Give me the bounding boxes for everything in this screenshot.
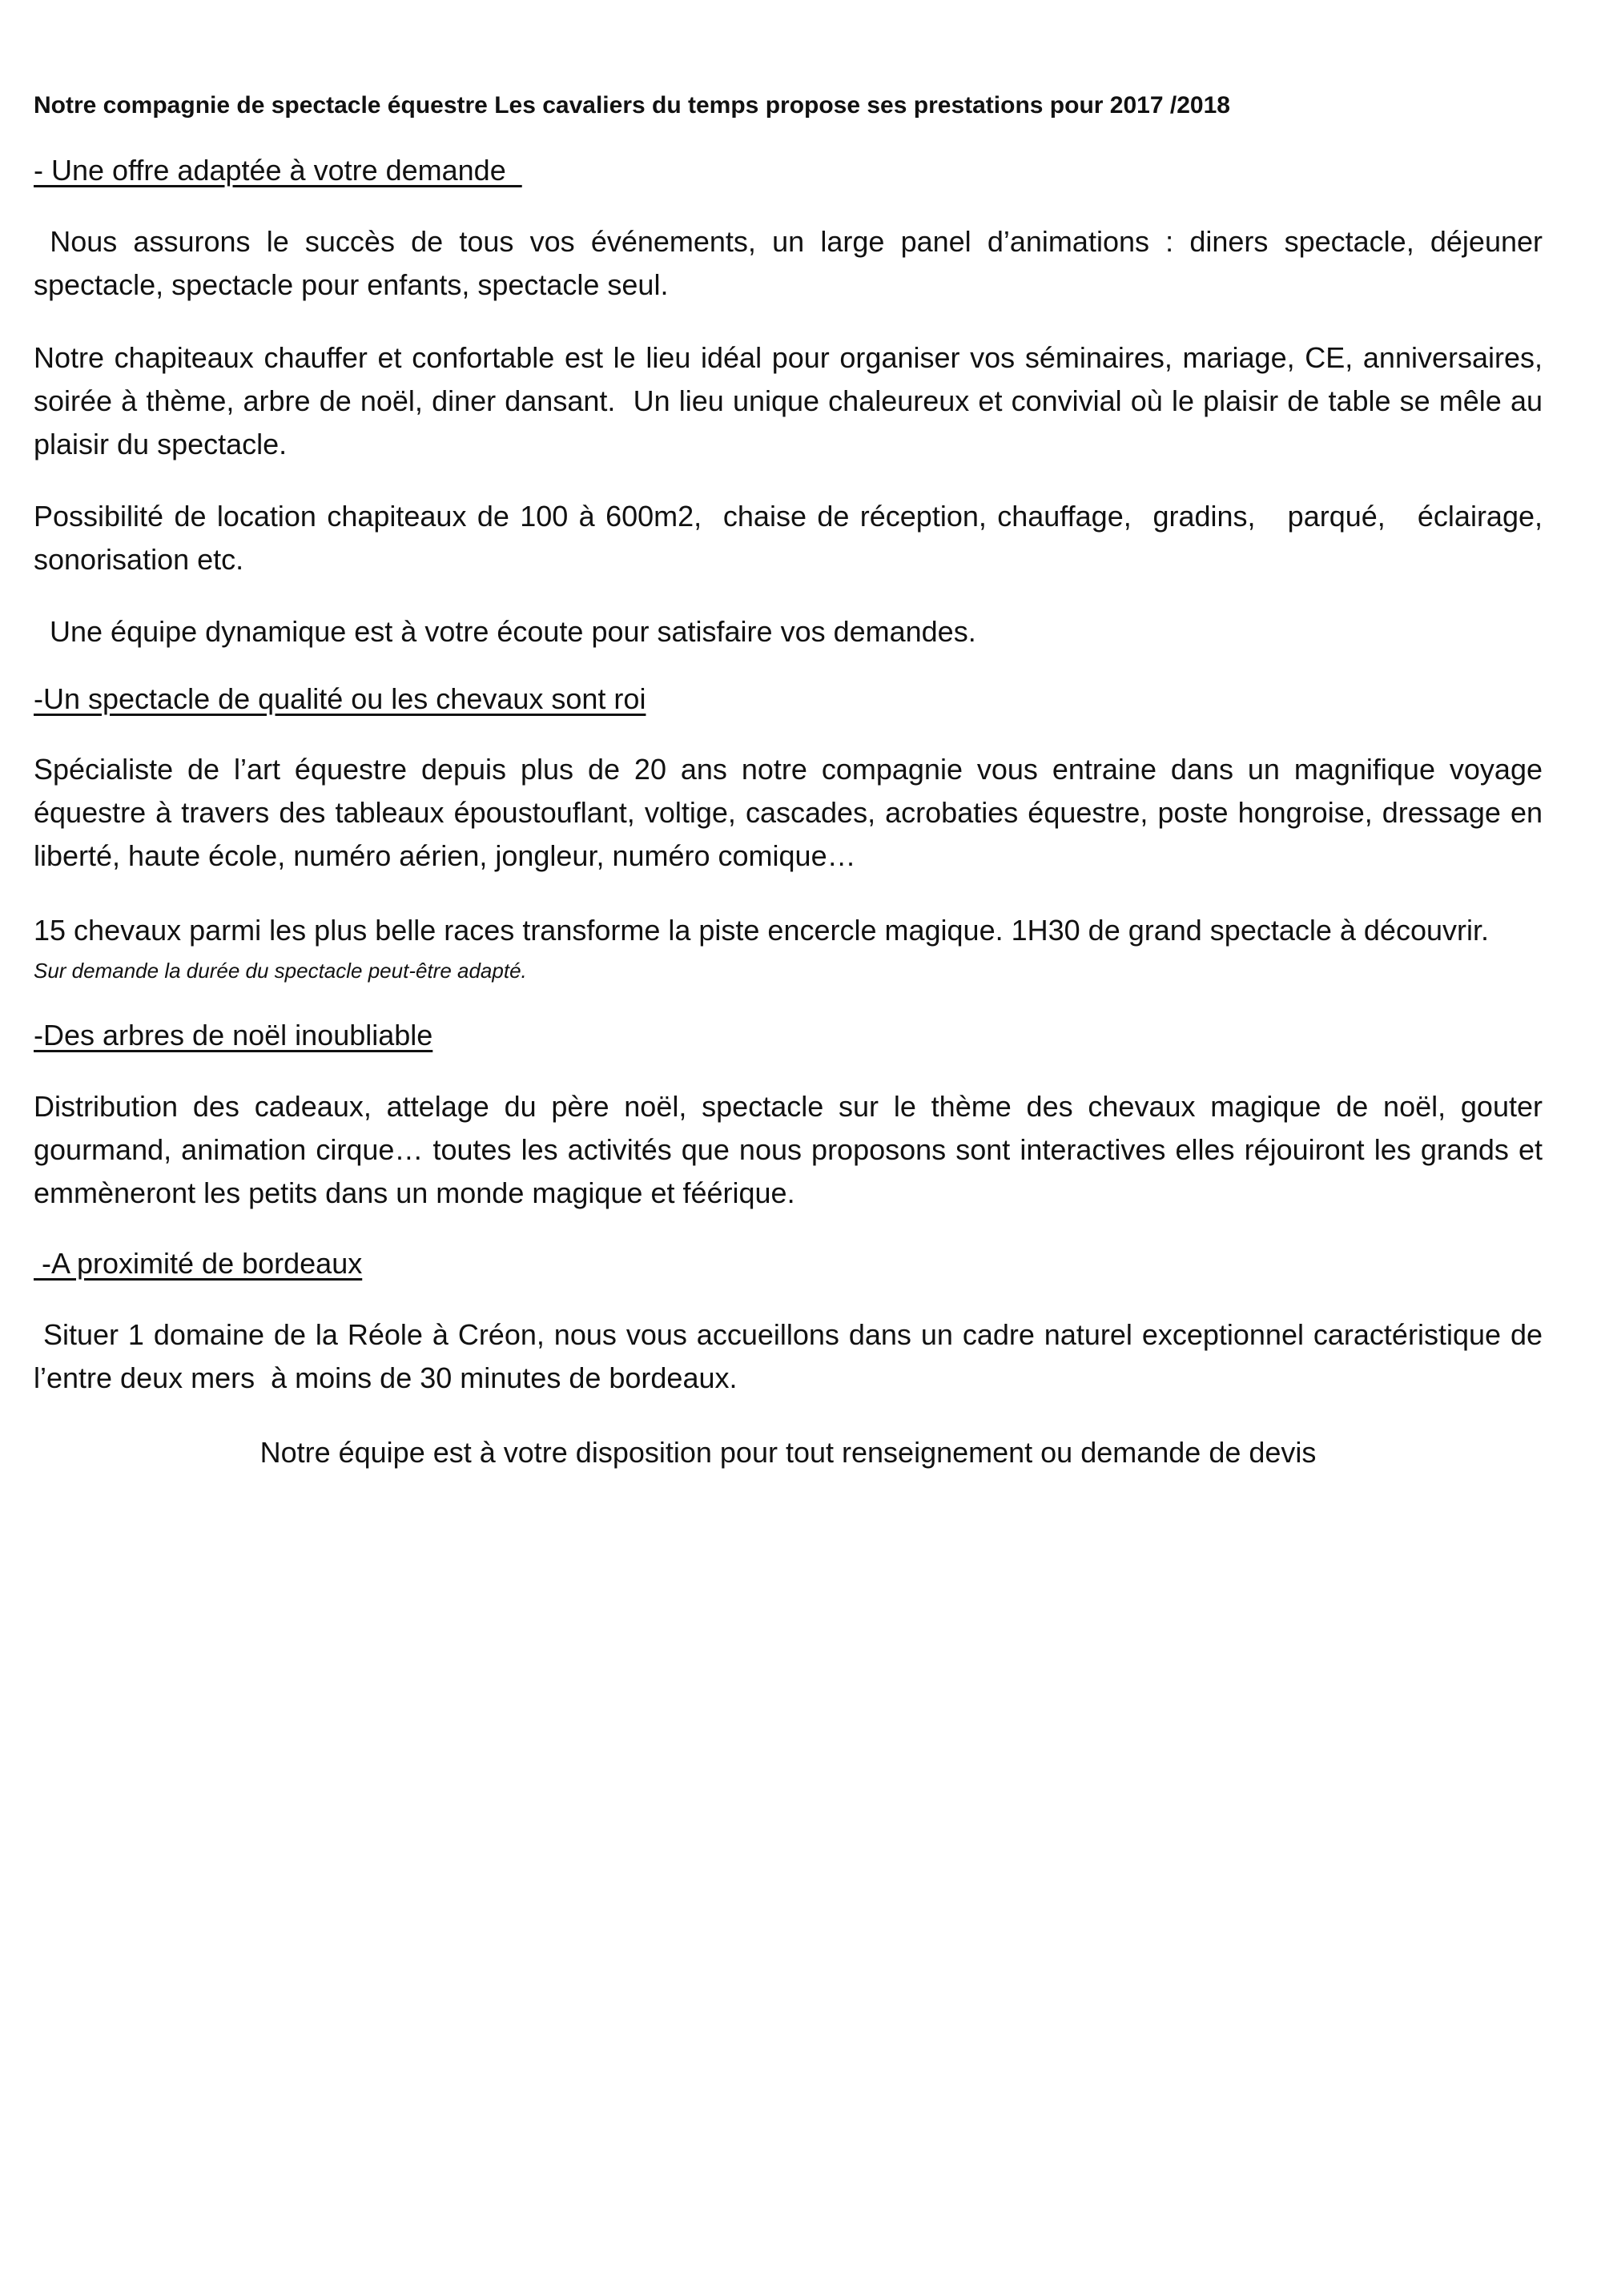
document-title: Notre compagnie de spectacle équestre Les cavaliers du temps propose ses prestations pour 2017 /2018 — [34, 92, 1230, 119]
section-heading-noel: -Des arbres de noël inoubliable — [34, 1019, 433, 1051]
paragraph-succes: Nous assurons le succès de tous vos événements, un large panel d’animations : diners spectacle, déjeuner spectacle, spectacle pour enfants, spectacle seul. — [34, 225, 1551, 301]
section-heading-bordeaux: -A proximité de bordeaux — [34, 1247, 363, 1280]
paragraph-chapiteaux: Notre chapiteaux chauffer et confortable est le lieu idéal pour organiser vos séminaires, mariage, CE, anniversaires, soirée à thème, arbre de noël, diner dansant. Un lieu unique chaleureux et convivial où le plaisir de table se mêle au plaisir du spectacle. — [34, 341, 1551, 460]
document-page — [34, 0, 1551, 2296]
paragraph-specialiste: Spécialiste de l’art équestre depuis plus de 20 ans notre compagnie vous entraine dans un magnifique voyage équestre à travers des tableaux époustouflant, voltige, cascades, acrobaties équestre, poste hongroise, dressage en liberté, haute école, numéro aérien, jongleur, numéro comique… — [34, 753, 1551, 872]
paragraph-location: Possibilité de location chapiteaux de 100 à 600m2, chaise de réception, chauffage, gradins, parqué, éclairage, sonorisation etc. — [34, 500, 1551, 576]
paragraph-cadeaux: Distribution des cadeaux, attelage du père noël, spectacle sur le thème des chevaux magique de noël, gouter gourmand, animation cirque… toutes les activités que nous proposons sont interactives elles réjouiront les grands et emmèneront les petits dans un monde magique et féérique. — [34, 1090, 1551, 1209]
paragraph-equipe: Une équipe dynamique est à votre écoute pour satisfaire vos demandes. — [34, 615, 976, 648]
section-heading-offre: - Une offre adaptée à votre demande — [34, 154, 522, 187]
paragraph-domaine: Situer 1 domaine de la Réole à Créon, nous vous accueillons dans un cadre naturel exceptionnel caractéristique de l’entre deux mers à moins de 30 minutes de bordeaux. — [34, 1318, 1551, 1394]
section-heading-spectacle: -Un spectacle de qualité ou les chevaux sont roi — [34, 682, 646, 715]
closing-line: Notre équipe est à votre disposition pour tout renseignement ou demande de devis — [259, 1436, 1317, 1469]
note-duree: Sur demande la durée du spectacle peut-être adapté. — [34, 959, 527, 983]
paragraph-chevaux: 15 chevaux parmi les plus belle races transforme la piste encercle magique. 1H30 de grand spectacle à découvrir. — [34, 914, 1489, 947]
